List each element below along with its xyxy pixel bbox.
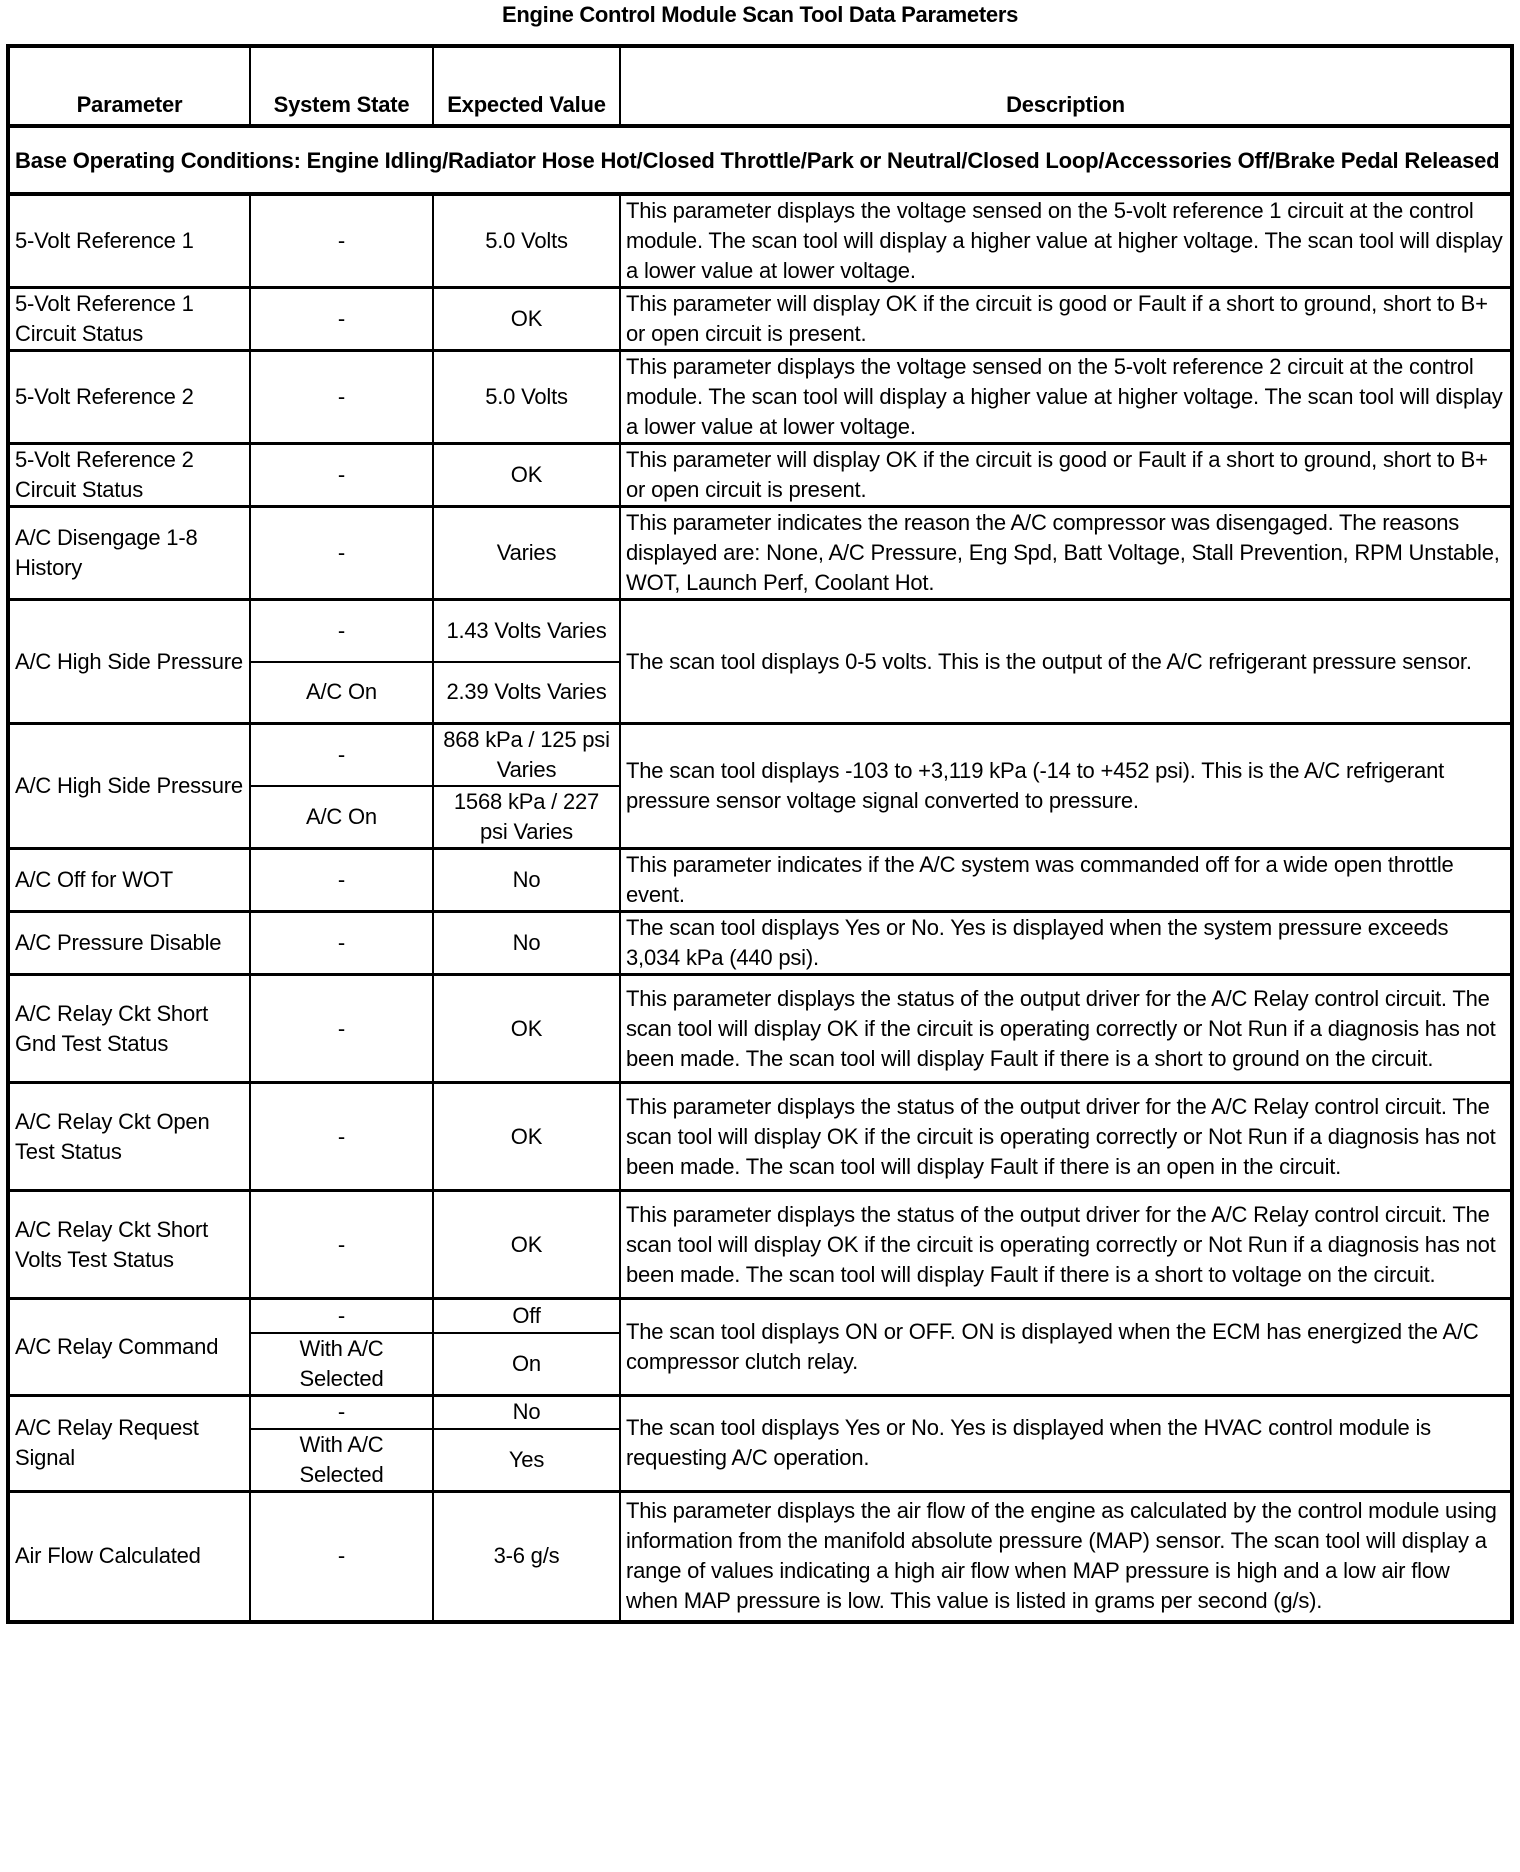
table-row bbox=[8, 444, 1512, 507]
expected-value-cell: On bbox=[433, 1333, 620, 1396]
expected-value-cell: 1.43 Volts Varies bbox=[433, 600, 620, 662]
table-header-row bbox=[8, 46, 1512, 126]
parameter-cell: 5-Volt Reference 2 Circuit Status bbox=[8, 444, 250, 507]
system-state-cell: - bbox=[250, 975, 433, 1083]
system-state-cell: - bbox=[250, 1492, 433, 1622]
expected-value-cell: OK bbox=[433, 1191, 620, 1299]
system-state-cell: - bbox=[250, 288, 433, 351]
base-conditions-row bbox=[8, 126, 1512, 194]
description-cell: The scan tool displays ON or OFF. ON is displayed when the ECM has energized the A/C compressor clutch relay. bbox=[620, 1299, 1512, 1396]
table-row bbox=[8, 288, 1512, 351]
column-header-parameter: Parameter bbox=[8, 46, 250, 126]
table-row bbox=[8, 912, 1512, 975]
description-cell: This parameter displays the air flow of the engine as calculated by the control module using information from the manifold absolute pressure (MAP) sensor. The scan tool will display a range of values indicating a high air flow when MAP pressure is high and a low air flow when MAP pressure is low. This value is listed in grams per second (g/s). bbox=[620, 1492, 1512, 1622]
expected-value-cell: 1568 kPa / 227 psi Varies bbox=[433, 786, 620, 849]
expected-value-cell: 3-6 g/s bbox=[433, 1492, 620, 1622]
parameter-cell: A/C Relay Ckt Open Test Status bbox=[8, 1083, 250, 1191]
table-row bbox=[8, 1395, 1512, 1429]
column-header-system-state: System State bbox=[250, 46, 433, 126]
parameter-cell: A/C Relay Ckt Short Volts Test Status bbox=[8, 1191, 250, 1299]
parameter-cell: 5-Volt Reference 1 bbox=[8, 194, 250, 288]
description-cell: This parameter displays the status of the output driver for the A/C Relay control circuit. The scan tool will display OK if the circuit is operating correctly or Not Run if a diagnosis has not been made. The scan tool will display Fault if there is a short to ground on the circuit. bbox=[620, 975, 1512, 1083]
table-row bbox=[8, 975, 1512, 1083]
expected-value-cell: 868 kPa / 125 psi Varies bbox=[433, 724, 620, 787]
expected-value-cell: 2.39 Volts Varies bbox=[433, 662, 620, 724]
system-state-cell: - bbox=[250, 351, 433, 444]
column-header-expected-value: Expected Value bbox=[433, 46, 620, 126]
parameter-cell: A/C High Side Pressure bbox=[8, 724, 250, 849]
expected-value-cell: Varies bbox=[433, 507, 620, 600]
system-state-cell: - bbox=[250, 600, 433, 662]
parameter-cell: A/C Disengage 1-8 History bbox=[8, 507, 250, 600]
parameter-cell: 5-Volt Reference 2 bbox=[8, 351, 250, 444]
parameter-cell: Air Flow Calculated bbox=[8, 1492, 250, 1622]
expected-value-cell: OK bbox=[433, 444, 620, 507]
table-row bbox=[8, 1083, 1512, 1191]
table-row bbox=[8, 1299, 1512, 1333]
expected-value-cell: Yes bbox=[433, 1429, 620, 1492]
scan-tool-data-table bbox=[6, 44, 1514, 1624]
parameter-cell: A/C Relay Ckt Short Gnd Test Status bbox=[8, 975, 250, 1083]
system-state-cell: A/C On bbox=[250, 786, 433, 849]
system-state-cell: - bbox=[250, 912, 433, 975]
system-state-cell: - bbox=[250, 194, 433, 288]
system-state-cell: A/C On bbox=[250, 662, 433, 724]
description-cell: This parameter displays the status of the output driver for the A/C Relay control circuit. The scan tool will display OK if the circuit is operating correctly or Not Run if a diagnosis has not been made. The scan tool will display Fault if there is a short to voltage on the circuit. bbox=[620, 1191, 1512, 1299]
parameter-cell: A/C Pressure Disable bbox=[8, 912, 250, 975]
table-row bbox=[8, 1492, 1512, 1622]
system-state-cell: - bbox=[250, 1191, 433, 1299]
description-cell: This parameter displays the status of the output driver for the A/C Relay control circuit. The scan tool will display OK if the circuit is operating correctly or Not Run if a diagnosis has not been made. The scan tool will display Fault if there is an open in the circuit. bbox=[620, 1083, 1512, 1191]
table-row bbox=[8, 507, 1512, 600]
description-cell: The scan tool displays 0-5 volts. This is the output of the A/C refrigerant pressure sensor. bbox=[620, 600, 1512, 724]
expected-value-cell: No bbox=[433, 849, 620, 912]
description-cell: The scan tool displays Yes or No. Yes is displayed when the system pressure exceeds 3,034 kPa (440 psi). bbox=[620, 912, 1512, 975]
table-row bbox=[8, 1191, 1512, 1299]
description-cell: This parameter indicates the reason the A/C compressor was disengaged. The reasons displayed are: None, A/C Pressure, Eng Spd, Batt Voltage, Stall Prevention, RPM Unstable, WOT, Launch Perf, Coolant Hot. bbox=[620, 507, 1512, 600]
system-state-cell: - bbox=[250, 849, 433, 912]
table-row bbox=[8, 194, 1512, 288]
table-row bbox=[8, 351, 1512, 444]
system-state-cell: - bbox=[250, 724, 433, 787]
base-conditions-text: Base Operating Conditions: Engine Idling/Radiator Hose Hot/Closed Throttle/Park or Neutral/Closed Loop/Accessories Off/Brake Pedal Released bbox=[8, 126, 1512, 194]
expected-value-cell: 5.0 Volts bbox=[433, 351, 620, 444]
column-header-description: Description bbox=[620, 46, 1512, 126]
description-cell: This parameter indicates if the A/C system was commanded off for a wide open throttle event. bbox=[620, 849, 1512, 912]
expected-value-cell: 5.0 Volts bbox=[433, 194, 620, 288]
description-cell: This parameter will display OK if the circuit is good or Fault if a short to ground, short to B+ or open circuit is present. bbox=[620, 444, 1512, 507]
system-state-cell: With A/C Selected bbox=[250, 1429, 433, 1492]
expected-value-cell: Off bbox=[433, 1299, 620, 1333]
parameter-cell: 5-Volt Reference 1 Circuit Status bbox=[8, 288, 250, 351]
description-cell: This parameter will display OK if the circuit is good or Fault if a short to ground, short to B+ or open circuit is present. bbox=[620, 288, 1512, 351]
parameter-cell: A/C High Side Pressure bbox=[8, 600, 250, 724]
system-state-cell: - bbox=[250, 1395, 433, 1429]
system-state-cell: With A/C Selected bbox=[250, 1333, 433, 1396]
parameter-cell: A/C Relay Command bbox=[8, 1299, 250, 1396]
table-row bbox=[8, 849, 1512, 912]
expected-value-cell: No bbox=[433, 1395, 620, 1429]
table-row bbox=[8, 724, 1512, 787]
expected-value-cell: No bbox=[433, 912, 620, 975]
document-title: Engine Control Module Scan Tool Data Parameters bbox=[501, 2, 1019, 27]
system-state-cell: - bbox=[250, 1083, 433, 1191]
parameter-cell: A/C Off for WOT bbox=[8, 849, 250, 912]
description-cell: The scan tool displays -103 to +3,119 kPa (-14 to +452 psi). This is the A/C refrigerant pressure sensor voltage signal converted to pressure. bbox=[620, 724, 1512, 849]
description-cell: This parameter displays the voltage sensed on the 5-volt reference 2 circuit at the control module. The scan tool will display a higher value at higher voltage. The scan tool will display a lower value at lower voltage. bbox=[620, 351, 1512, 444]
description-cell: This parameter displays the voltage sensed on the 5-volt reference 1 circuit at the control module. The scan tool will display a higher value at higher voltage. The scan tool will display a lower value at lower voltage. bbox=[620, 194, 1512, 288]
expected-value-cell: OK bbox=[433, 288, 620, 351]
description-cell: The scan tool displays Yes or No. Yes is displayed when the HVAC control module is requesting A/C operation. bbox=[620, 1395, 1512, 1492]
table-row bbox=[8, 600, 1512, 662]
expected-value-cell: OK bbox=[433, 975, 620, 1083]
parameter-cell: A/C Relay Request Signal bbox=[8, 1395, 250, 1492]
system-state-cell: - bbox=[250, 444, 433, 507]
expected-value-cell: OK bbox=[433, 1083, 620, 1191]
system-state-cell: - bbox=[250, 507, 433, 600]
system-state-cell: - bbox=[250, 1299, 433, 1333]
